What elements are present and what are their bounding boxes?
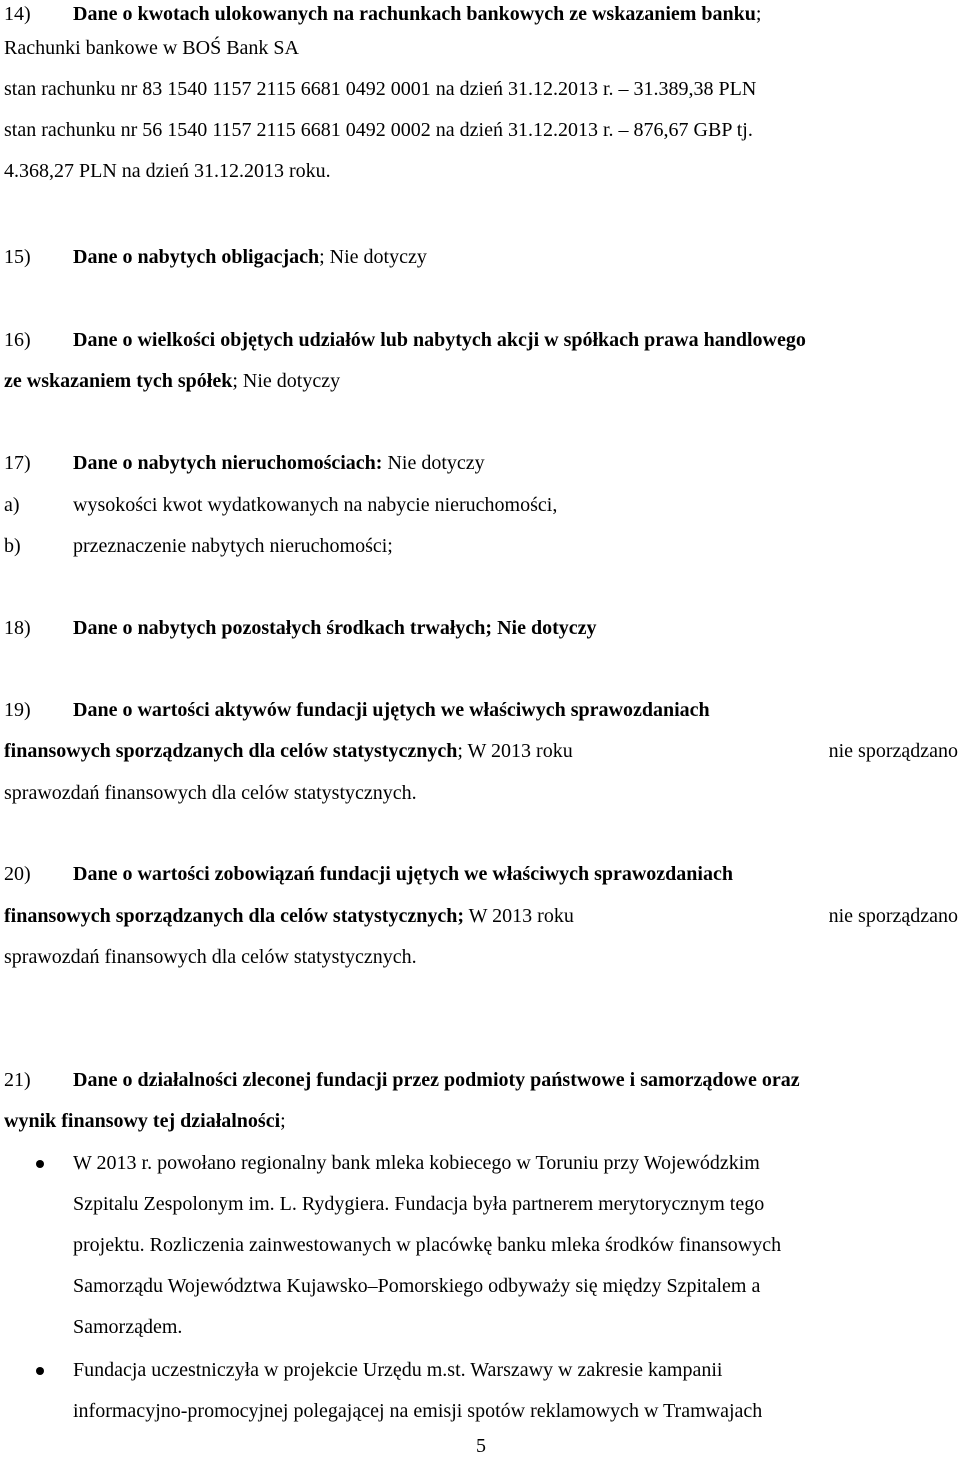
page-number: 5 — [476, 1435, 486, 1457]
section-14-title: Dane o kwotach ulokowanych na rachunkach bankowych ze wskazaniem banku — [73, 3, 756, 25]
bullet-1-line-3: projektu. Rozliczenia zainwestowanych w placówkę banku mleka środków finansowych — [73, 1234, 782, 1256]
bullet-1-line-5: Samorządem. — [73, 1316, 183, 1338]
bullet-1-line-1: W 2013 r. powołano regionalny bank mleka kobiecego w Toruniu przy Wojewódzkim — [73, 1152, 760, 1174]
bullet-2-line-2: informacyjno-promocyjnej polegającej na emisji spotów reklamowych w Tramwajach — [73, 1400, 763, 1422]
section-21-title: Dane o działalności zleconej fundacji przez podmioty państwowe i samorządowe oraz — [73, 1069, 800, 1091]
section-16-line-2: ze wskazaniem tych spółek; Nie dotyczy — [4, 370, 341, 392]
section-20-heading: 20) Dane o wartości zobowiązań fundacji ujętych we właściwych sprawozdaniach — [4, 854, 958, 895]
section-18-heading: 18) Dane o nabytych pozostałych środkach trwałych; Nie dotyczy — [4, 608, 958, 649]
bullet-2-line-1: Fundacja uczestniczyła w projekcie Urzędu m.st. Warszawy w zakresie kampanii — [73, 1359, 723, 1381]
section-14-account-2: stan rachunku nr 56 1540 1157 2115 6681 0492 0002 na dzień 31.12.2013 r. – 876,67 GBP tj. — [4, 119, 753, 141]
section-16-heading: 16) Dane o wielkości objętych udziałów lub nabytych akcji w spółkach prawa handlowego — [4, 320, 958, 361]
section-17-item-a: a) wysokości kwot wydatkowanych na nabycie nieruchomości, — [4, 494, 558, 516]
section-21-line-2: wynik finansowy tej działalności; — [4, 1110, 286, 1132]
section-18-title: Dane o nabytych pozostałych środkach trwałych; Nie dotyczy — [73, 617, 597, 639]
section-14-bank: Rachunki bankowe w BOŚ Bank SA — [4, 37, 299, 59]
section-15-heading: 15) Dane o nabytych obligacjach; Nie dotyczy — [4, 246, 427, 268]
section-17-heading: 17) Dane o nabytych nieruchomościach: Nie dotyczy — [4, 452, 485, 474]
section-19-heading: 19) Dane o wartości aktywów fundacji ujętych we właściwych sprawozdaniach — [4, 690, 958, 731]
section-14-account-1: stan rachunku nr 83 1540 1157 2115 6681 0492 0001 na dzień 31.12.2013 r. – 31.389,38 PLN — [4, 78, 757, 100]
section-19-title: Dane o wartości aktywów fundacji ujętych we właściwych sprawozdaniach — [73, 699, 710, 721]
section-20-line-2: finansowych sporządzanych dla celów statystycznych; W 2013 roku nie sporządzano — [4, 905, 958, 927]
section-14-number: 14) — [4, 3, 31, 25]
section-14-heading: 14) Dane o kwotach ulokowanych na rachunkach bankowych ze wskazaniem banku; — [4, 0, 958, 35]
section-17-title: Dane o nabytych nieruchomościach: — [73, 452, 383, 474]
bullet-1-line-4: Samorządu Województwa Kujawsko–Pomorskiego odbyważy się między Szpitalem a — [73, 1275, 761, 1297]
section-15-title: Dane o nabytych obligacjach — [73, 246, 320, 268]
section-20-title: Dane o wartości zobowiązań fundacji ujętych we właściwych sprawozdaniach — [73, 863, 733, 885]
bullet-1-marker — [36, 1160, 44, 1168]
section-19-line-2: finansowych sporządzanych dla celów statystycznych; W 2013 roku nie sporządzano — [4, 740, 958, 762]
section-20-line-3: sprawozdań finansowych dla celów statystycznych. — [4, 946, 417, 968]
section-21-heading: 21) Dane o działalności zleconej fundacji przez podmioty państwowe i samorządowe oraz — [4, 1060, 958, 1101]
section-14-account-2-pln: 4.368,27 PLN na dzień 31.12.2013 roku. — [4, 160, 331, 182]
bullet-1-line-2: Szpitalu Zespolonym im. L. Rydygiera. Fundacja była partnerem merytorycznym tego — [73, 1193, 765, 1215]
bullet-2-marker — [36, 1367, 44, 1375]
section-16-title: Dane o wielkości objętych udziałów lub nabytych akcji w spółkach prawa handlowego — [73, 329, 806, 351]
section-19-line-3: sprawozdań finansowych dla celów statystycznych. — [4, 782, 417, 804]
section-17-item-b: b) przeznaczenie nabytych nieruchomości; — [4, 535, 393, 557]
